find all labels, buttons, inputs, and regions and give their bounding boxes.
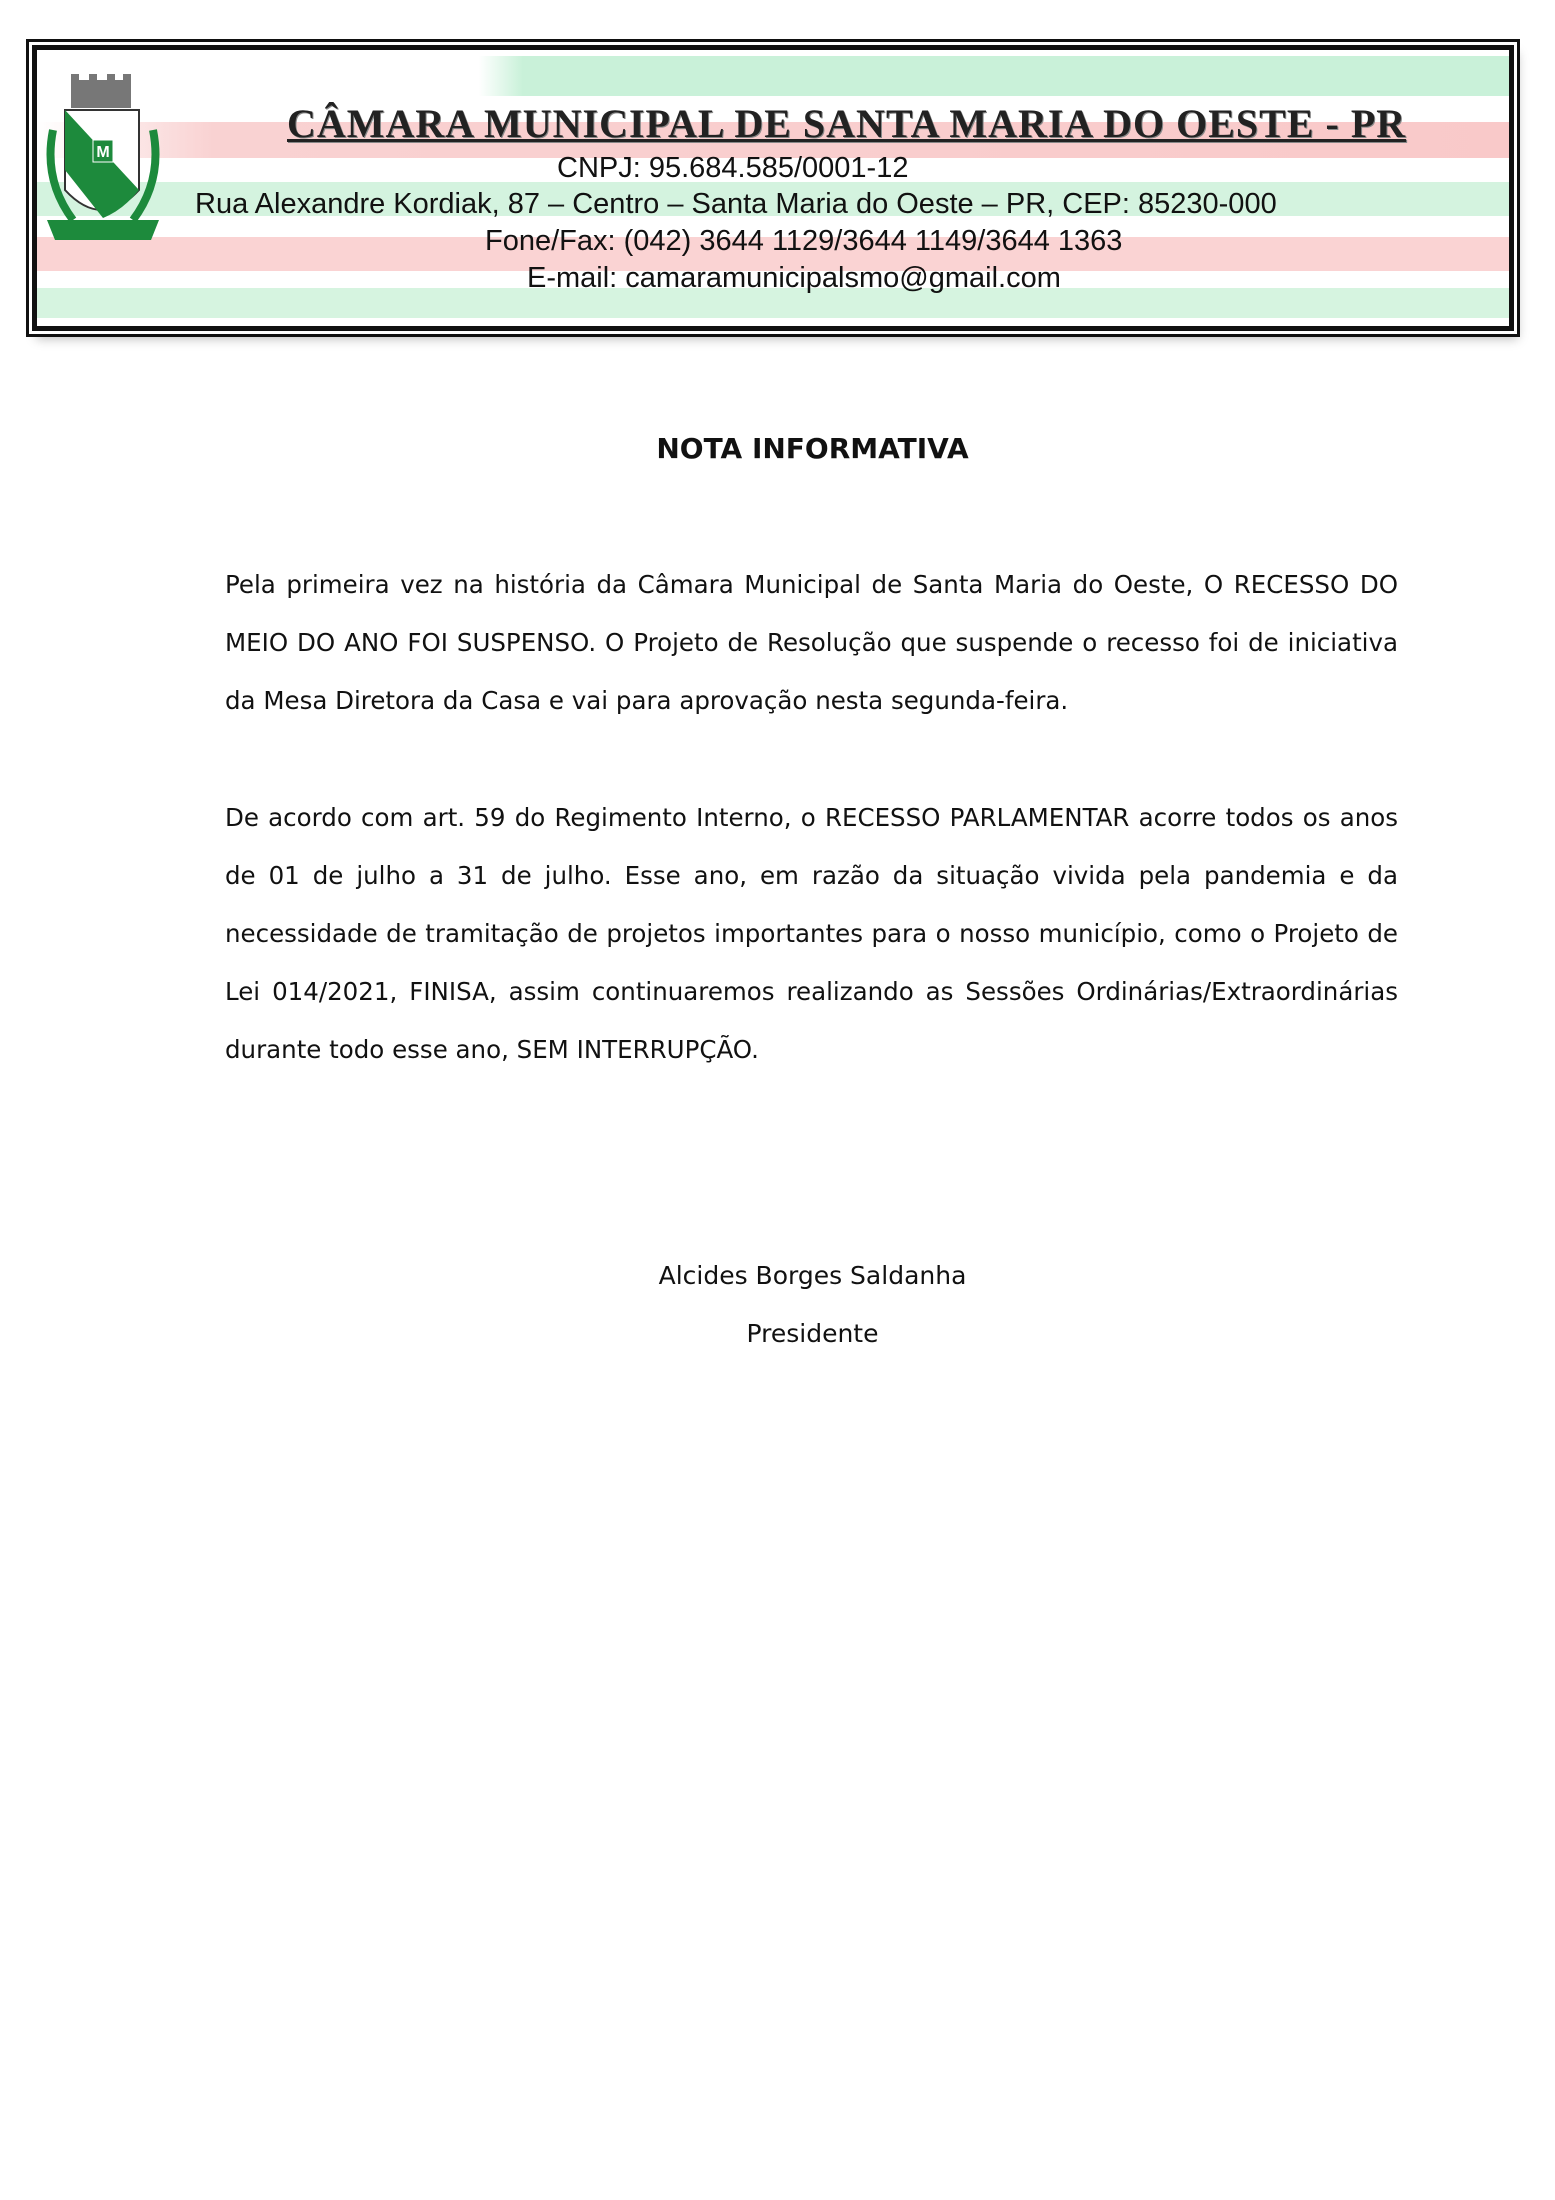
letterhead-title: CÂMARA MUNICIPAL DE SANTA MARIA DO OESTE - PR bbox=[287, 101, 1407, 146]
letterhead bbox=[32, 45, 1514, 331]
address: Rua Alexandre Kordiak, 87 – Centro – Santa Maria do Oeste – PR, CEP: 85230-000 bbox=[195, 188, 1277, 220]
phone: Fone/Fax: (042) 3644 1129/3644 1149/3644 1363 bbox=[485, 225, 1123, 257]
signature-role: Presidente bbox=[746, 1319, 879, 1348]
cnpj: CNPJ: 95.684.585/0001-12 bbox=[557, 152, 909, 184]
email: E-mail: camaramunicipalsmo@gmail.com bbox=[527, 262, 1061, 294]
stripe-green bbox=[37, 56, 1509, 96]
svg-text:M: M bbox=[96, 144, 110, 161]
paragraph: Pela primeira vez na história da Câmara Municipal de Santa Maria do Oeste, O RECESSO DO MEIO DO ANO FOI SUSPENSO. O Projeto de Resolução que suspende o recesso foi de iniciativa da Mesa Diretora da Casa e vai para aprovação nesta segunda-feira. bbox=[225, 570, 1398, 715]
document-title: NOTA INFORMATIVA bbox=[656, 432, 969, 465]
municipal-crest-logo bbox=[43, 70, 163, 270]
paragraph: De acordo com art. 59 do Regimento Interno, o RECESSO PARLAMENTAR acorre todos os anos de 01 de julho a 31 de julho. Esse ano, em razão da situação vivida pela pandemia e da necessidade de tramitação de projetos importantes para o nosso município, como o Projeto de Lei 014/2021, FINISA, assim continuaremos realizando as Sessões Ordinárias/Extraordinárias durante todo esse ano, SEM INTERRUPÇÃO. bbox=[225, 803, 1398, 1064]
signature-name: Alcides Borges Saldanha bbox=[658, 1261, 967, 1290]
